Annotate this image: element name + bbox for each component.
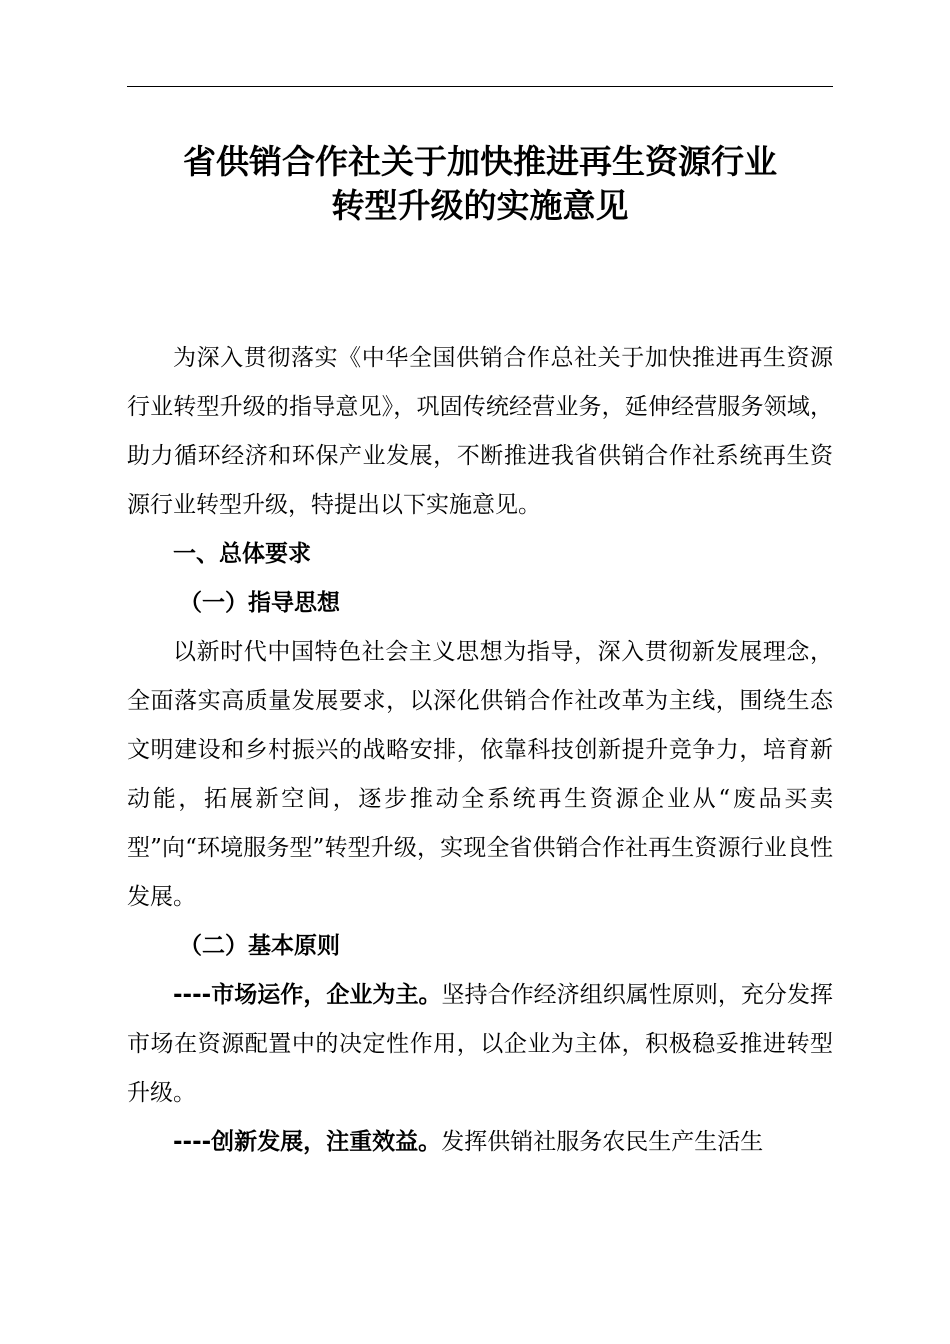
- principle-2-text: 发挥供销社服务农民生产生活生: [441, 1129, 764, 1155]
- subsection-heading-basic-principles: （二）基本原则: [179, 933, 340, 959]
- intro-paragraph: 为深入贯彻落实《中华全国供销合作总社关于加快推进再生资源行业转型升级的指导意见》，巩固传统经营业务，延伸经营服务领域，助力循环经济和环保产业发展，不断推进我省供销合作社系统再生资源行业转型升级，特提出以下实施意见。: [127, 345, 833, 518]
- document-title: [120, 140, 840, 228]
- principle-paragraph-1: [127, 971, 833, 1118]
- principle-1-lead: ----市场运作，企业为主。: [173, 982, 442, 1008]
- principle-1-text: 坚持合作经济组织属性原则，充分发挥市场在资源配置中的决定性作用，以企业为主体，积极稳妥推进转型升级。: [127, 982, 833, 1106]
- title-line-1: 省供销合作社关于加快推进再生资源行业: [183, 142, 777, 181]
- section-heading-general-requirements: 一、总体要求: [173, 541, 311, 567]
- guiding-ideology-paragraph: 以新时代中国特色社会主义思想为指导，深入贯彻新发展理念，全面落实高质量发展要求，以深化供销合作社改革为主线，围绕生态文明建设和乡村振兴的战略安排，依靠科技创新提升竞争力，培育新动能，拓展新空间，逐步推动全系统再生资源企业从“废品买卖型”向“环境服务型”转型升级，实现全省供销合作社再生资源行业良性发展。: [127, 639, 833, 910]
- principle-paragraph-2: [127, 1118, 833, 1167]
- document-body: [127, 334, 833, 1167]
- principle-2-lead: ----创新发展，注重效益。: [173, 1129, 442, 1155]
- title-line-2: 转型升级的实施意见: [331, 186, 629, 225]
- subsection-heading-guiding-ideology: （一）指导思想: [179, 590, 340, 616]
- header-rule: [127, 86, 833, 87]
